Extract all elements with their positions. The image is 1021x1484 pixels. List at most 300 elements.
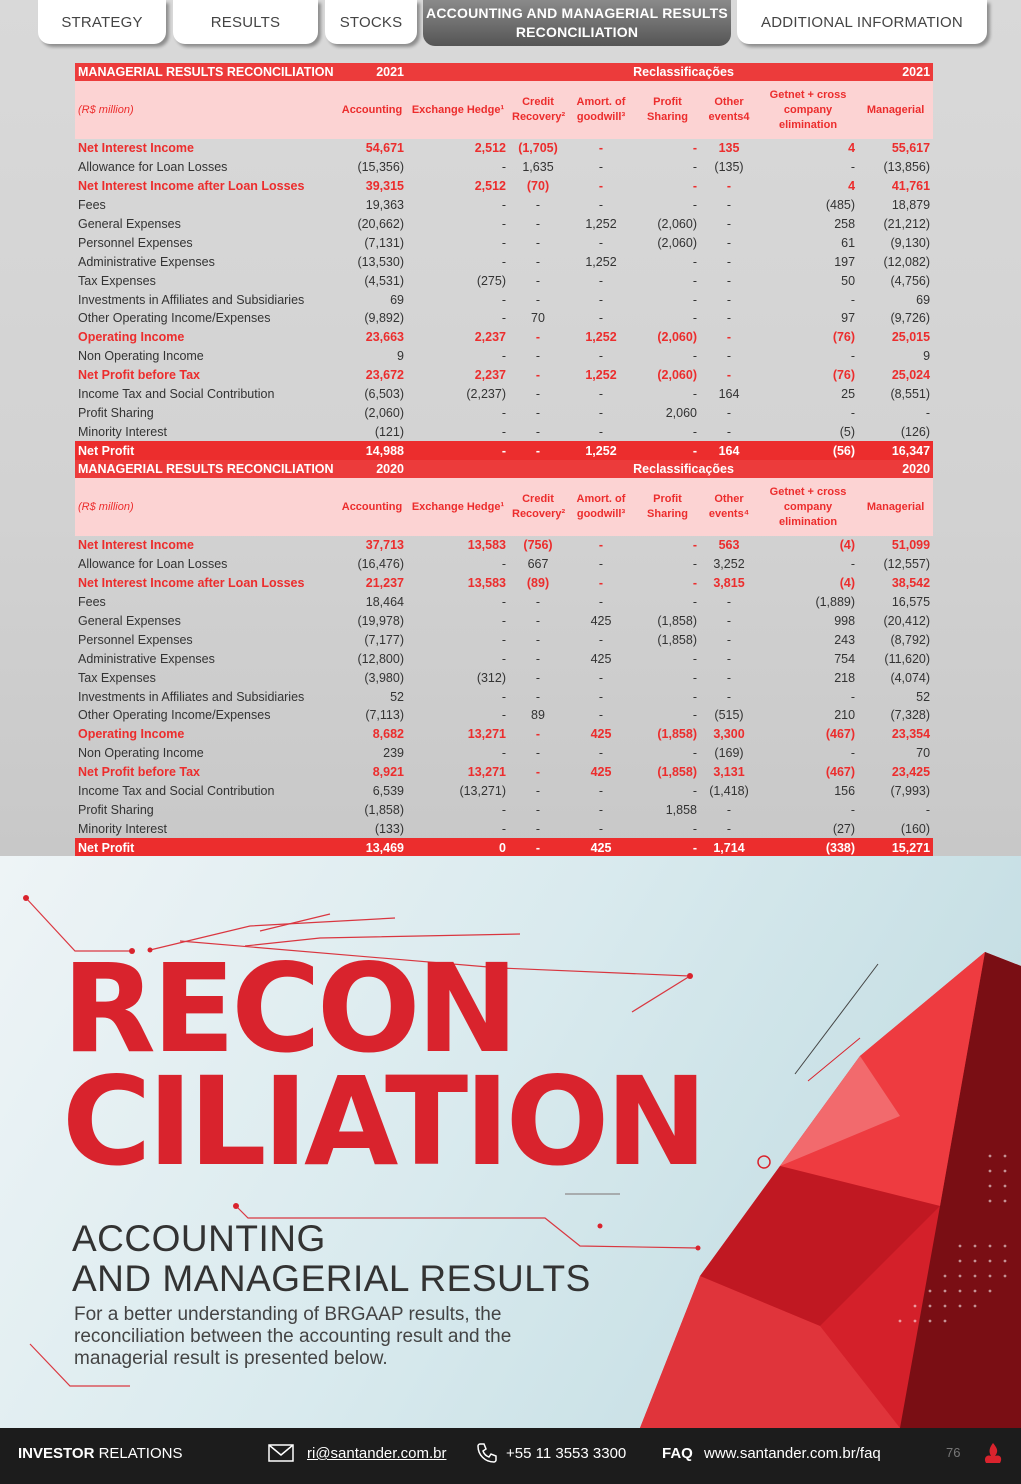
row-value: 18,879 (891, 198, 931, 213)
column-header: Managerial (858, 81, 933, 139)
row-value: - (535, 292, 541, 307)
column-header: Other events4 (700, 81, 758, 139)
row-value: - (692, 387, 697, 402)
row-value: - (850, 557, 856, 572)
row-value: 41,761 (891, 179, 931, 194)
row-value: - (692, 292, 697, 307)
row-value: - (850, 689, 856, 704)
row-value: 15,271 (858, 838, 933, 857)
column-header: Other events⁴ (700, 478, 758, 536)
row-value: - (501, 160, 506, 175)
table-row (75, 536, 933, 555)
row-value: (2,237) (466, 387, 506, 402)
row-value: - (598, 311, 604, 326)
row-value: - (692, 349, 697, 364)
row-value: (20,412) (883, 614, 931, 628)
row-value: - (598, 273, 604, 288)
row-value: 210 (834, 708, 856, 723)
row-value: (7,328) (890, 708, 931, 723)
tab-additional-information[interactable]: ADDITIONAL INFORMATION (737, 0, 987, 44)
row-label: Operating Income (78, 330, 185, 345)
row-value: - (692, 746, 697, 761)
row-value: - (850, 160, 856, 175)
row-value: (160) (900, 821, 931, 836)
reclassification-label: Reclassificações (509, 63, 858, 81)
column-header: Getnet + cross company elimination (758, 81, 858, 139)
row-value: - (692, 198, 697, 213)
table-row (75, 668, 933, 687)
row-value: - (598, 235, 604, 250)
row-value: 164 (700, 441, 758, 460)
row-value: - (692, 576, 697, 591)
row-label: General Expenses (78, 614, 181, 628)
footer-investor-relations (18, 1445, 182, 1462)
table-row (75, 574, 933, 593)
title-spacer (407, 460, 509, 478)
reconciliation-table-2020 (75, 460, 933, 857)
column-header: Credit Recovery² (509, 81, 567, 139)
row-value: 3,300 (713, 727, 745, 742)
row-value: - (407, 441, 509, 460)
row-label: Administrative Expenses (78, 651, 215, 666)
row-value: (1,858) (657, 727, 697, 742)
row-value: - (598, 198, 604, 213)
row-value: - (598, 349, 604, 364)
row-value: - (692, 708, 697, 723)
row-label: Net Profit before Tax (78, 765, 201, 780)
table-row (75, 441, 933, 460)
row-value: - (535, 254, 541, 269)
row-value: (1,858) (364, 802, 404, 817)
row-value: - (598, 632, 604, 647)
row-value: 4 (848, 141, 856, 156)
row-value: - (635, 441, 700, 460)
row-value: - (598, 576, 604, 591)
reconciliation-hero (0, 856, 1021, 1428)
row-value: (7,131) (364, 235, 404, 250)
row-value: - (501, 651, 506, 666)
row-value: (1,858) (657, 765, 697, 780)
row-value: 69 (390, 292, 404, 307)
row-value: - (726, 273, 732, 288)
row-value: 164 (718, 387, 740, 402)
row-label: Net Profit before Tax (78, 368, 201, 383)
row-value: 25,015 (891, 330, 931, 345)
row-value: 1,252 (585, 254, 617, 269)
table-row (75, 328, 933, 347)
row-value: - (726, 632, 732, 647)
table-row (75, 422, 933, 441)
row-value: - (726, 311, 732, 326)
row-value: - (598, 160, 604, 175)
row-value: 156 (834, 784, 856, 799)
row-value: - (535, 273, 541, 288)
unit-label: (R$ million) (75, 478, 337, 536)
row-value: - (726, 670, 732, 685)
row-label: Investments in Affiliates and Subsidiaries (78, 292, 305, 307)
row-value: 1,714 (700, 838, 758, 857)
row-value: (126) (900, 424, 931, 439)
unit-label: (R$ million) (75, 81, 337, 139)
row-value: 89 (531, 708, 545, 723)
row-value: - (509, 838, 567, 857)
row-value: - (598, 424, 604, 439)
row-value: - (635, 838, 700, 857)
row-value: 425 (590, 614, 612, 628)
row-value: (6,503) (364, 387, 404, 402)
row-value: (3,980) (364, 670, 404, 685)
row-value: - (925, 405, 931, 420)
row-value: 23,354 (891, 727, 931, 742)
row-value: 425 (590, 727, 612, 742)
row-value: - (598, 689, 604, 704)
row-value: - (598, 746, 604, 761)
row-value: (312) (476, 670, 506, 685)
row-value: (515) (714, 708, 744, 723)
row-value: 9 (923, 349, 931, 364)
row-value: - (598, 179, 604, 194)
row-value: 243 (834, 632, 856, 647)
row-label: Profit Sharing (78, 405, 154, 420)
table-row (75, 252, 933, 271)
row-value: 2,512 (474, 141, 506, 156)
row-label: Net Interest Income after Loan Losses (78, 576, 305, 591)
section-tabs (0, 0, 1021, 48)
row-value: 4 (848, 179, 856, 194)
row-value: (12,082) (883, 254, 931, 269)
row-value: - (501, 405, 506, 420)
column-header: Managerial (858, 478, 933, 536)
footer-email-link[interactable]: ri@santander.com.br (307, 1445, 447, 1462)
row-value: (56) (758, 441, 858, 460)
row-label: Income Tax and Social Contribution (78, 784, 275, 799)
row-value: 37,713 (365, 538, 404, 553)
row-value: - (692, 179, 697, 194)
table-row (75, 819, 933, 838)
row-value: 52 (916, 689, 931, 704)
table-row (75, 725, 933, 744)
page-number: 76 (946, 1445, 961, 1460)
row-value: - (535, 746, 541, 761)
row-value: 3,815 (713, 576, 745, 591)
row-value: - (692, 784, 697, 799)
row-value: - (692, 311, 697, 326)
row-value: - (726, 330, 732, 345)
row-value: - (692, 141, 697, 156)
row-value: (21,212) (883, 217, 931, 231)
table-row (75, 271, 933, 290)
row-value: - (501, 292, 506, 307)
row-label: General Expenses (78, 217, 181, 231)
footer-bar (0, 1428, 1021, 1484)
table-row (75, 649, 933, 668)
row-value: - (598, 784, 604, 799)
row-value: - (535, 330, 541, 345)
row-label: Allowance for Loan Losses (78, 160, 228, 175)
row-value: - (501, 235, 506, 250)
table-year-managerial: 2020 (858, 460, 933, 478)
row-value: (9,726) (890, 311, 931, 326)
row-value: - (535, 784, 541, 799)
row-value: (70) (526, 179, 550, 194)
row-value: 3,252 (713, 557, 745, 572)
row-value: 14,988 (337, 441, 407, 460)
row-label: Minority Interest (78, 821, 167, 836)
table-row (75, 706, 933, 725)
row-value: (1,418) (709, 784, 749, 799)
tab-reconciliation[interactable]: ACCOUNTING AND MANAGERIAL RESULTS RECONCILIATION (423, 0, 731, 46)
mail-icon (268, 1443, 294, 1467)
table-row (75, 215, 933, 234)
row-value: 13,271 (467, 727, 506, 742)
row-value: - (598, 821, 604, 836)
row-value: 50 (841, 273, 856, 288)
row-value: - (692, 595, 697, 610)
row-value: 218 (834, 670, 856, 685)
row-value: - (501, 198, 506, 213)
hero-title-line1: RECON (62, 938, 515, 1080)
row-value: - (598, 292, 604, 307)
row-value: 1,252 (567, 441, 635, 460)
column-header: Amort. of goodwill³ (567, 478, 635, 536)
row-value: 197 (834, 254, 856, 269)
row-value: (1,858) (657, 614, 697, 628)
row-value: (4,531) (364, 273, 404, 288)
row-value: 25 (841, 387, 856, 402)
row-value: - (501, 254, 506, 269)
table-title-row (75, 460, 933, 478)
row-value: (2,060) (657, 368, 697, 383)
hero-subtitle-line2: AND MANAGERIAL RESULTS (72, 1258, 591, 1299)
row-value: - (726, 349, 732, 364)
row-value: (76) (832, 330, 856, 345)
row-value: - (726, 651, 732, 666)
row-value: - (598, 405, 604, 420)
table-row (75, 385, 933, 404)
footer-phone: +55 11 3553 3300 (506, 1445, 627, 1462)
row-value: 21,237 (365, 576, 404, 591)
row-value: 2,512 (474, 179, 506, 194)
row-value: 1,252 (585, 330, 617, 345)
row-value: 2,060 (665, 405, 697, 420)
row-value: 55,617 (891, 141, 931, 156)
footer-faq-label: FAQ (662, 1445, 693, 1462)
row-value: (15,356) (357, 160, 404, 175)
table-row (75, 744, 933, 763)
row-value: - (692, 254, 697, 269)
column-header: Amort. of goodwill³ (567, 81, 635, 139)
row-value: - (535, 614, 541, 628)
row-value: - (692, 651, 697, 666)
footer-site-link[interactable]: www.santander.com.br/faq (704, 1445, 881, 1462)
footer-ir-rest: RELATIONS (94, 1445, 183, 1462)
row-value: - (598, 538, 604, 553)
row-value: (169) (714, 746, 744, 761)
tab-results[interactable]: RESULTS (173, 0, 318, 44)
row-value: (338) (758, 838, 858, 857)
row-value: 8,921 (372, 765, 404, 780)
row-value: 19,363 (365, 198, 404, 213)
row-value: 61 (841, 235, 856, 250)
row-value: (275) (476, 273, 506, 288)
row-value: - (535, 198, 541, 213)
row-value: (11,620) (884, 651, 931, 666)
row-value: (8,792) (890, 632, 931, 647)
tab-stocks[interactable]: STOCKS (325, 0, 417, 44)
row-value: - (535, 217, 541, 231)
row-value: 2,237 (474, 330, 506, 345)
table-title-row (75, 63, 933, 81)
row-value: 39,315 (365, 179, 404, 194)
table-row (75, 347, 933, 366)
hero-subtitle-line1: ACCOUNTING (72, 1218, 326, 1259)
row-value: - (501, 595, 506, 610)
row-value: 8,682 (372, 727, 404, 742)
row-value: 1,252 (585, 368, 617, 383)
row-value: 1,858 (665, 802, 697, 817)
row-value: (133) (374, 821, 404, 836)
row-value: - (535, 802, 541, 817)
table-row (75, 763, 933, 782)
row-value: 1,252 (585, 217, 617, 231)
row-value: 70 (916, 746, 931, 761)
row-value: - (598, 708, 604, 723)
row-label: Personnel Expenses (78, 235, 193, 250)
row-value: 13,583 (467, 538, 506, 553)
row-label: Other Operating Income/Expenses (78, 708, 271, 723)
row-value: 135 (718, 141, 740, 156)
row-label: Profit Sharing (78, 802, 154, 817)
row-value: - (501, 557, 506, 572)
column-header: Accounting (337, 478, 407, 536)
row-value: (13,530) (357, 254, 404, 269)
table-year: 2021 (337, 63, 407, 81)
row-value: (121) (374, 424, 404, 439)
row-value: - (535, 821, 541, 836)
row-value: - (692, 670, 697, 685)
table-row (75, 687, 933, 706)
row-value: 9 (397, 349, 404, 364)
row-label: Minority Interest (78, 424, 167, 439)
column-header: Credit Recovery² (509, 478, 567, 536)
row-value: 54,671 (365, 141, 404, 156)
row-value: 38,542 (891, 576, 931, 591)
row-value: - (501, 802, 506, 817)
row-value: - (501, 217, 506, 231)
row-value: - (692, 557, 697, 572)
table-year: 2020 (337, 460, 407, 478)
row-value: - (726, 198, 732, 213)
table-row (75, 838, 933, 857)
reconciliation-table-2021 (75, 63, 933, 460)
row-value: (12,557) (883, 557, 931, 572)
table-row (75, 233, 933, 252)
row-value: (467) (825, 727, 856, 742)
row-label: Tax Expenses (78, 670, 156, 685)
row-value: - (501, 424, 506, 439)
row-value: - (535, 368, 541, 383)
row-value: 25,024 (891, 368, 931, 383)
table-row (75, 612, 933, 631)
row-value: 425 (590, 765, 612, 780)
hero-title-line2: CILIATION (62, 1051, 704, 1193)
row-value: 51,099 (891, 538, 931, 553)
row-value: (2,060) (657, 330, 697, 345)
row-value: (12,800) (357, 651, 404, 666)
row-label: Net Interest Income (78, 141, 195, 156)
row-label: Other Operating Income/Expenses (78, 311, 271, 326)
row-label: Fees (78, 198, 106, 213)
row-value: - (598, 387, 604, 402)
table-title: MANAGERIAL RESULTS RECONCILIATION (75, 460, 337, 478)
row-value: - (692, 821, 697, 836)
row-value: - (535, 349, 541, 364)
row-value: 97 (841, 311, 856, 326)
row-value: (89) (526, 576, 550, 591)
row-label: Administrative Expenses (78, 254, 215, 269)
row-value: - (726, 368, 732, 383)
row-value: (27) (832, 821, 856, 836)
row-value: - (501, 689, 506, 704)
reclassification-label: Reclassificações (509, 460, 858, 478)
row-value: - (850, 746, 856, 761)
row-label: Operating Income (78, 727, 185, 742)
row-value: 667 (527, 557, 549, 572)
row-value: - (535, 727, 541, 742)
row-value: 239 (383, 746, 404, 761)
row-value: - (850, 802, 856, 817)
column-header: Profit Sharing (635, 81, 700, 139)
row-value: - (535, 765, 541, 780)
row-value: - (850, 349, 856, 364)
row-label: Income Tax and Social Contribution (78, 387, 275, 402)
row-value: 16,575 (891, 595, 931, 610)
row-value: - (509, 441, 567, 460)
row-value: - (501, 632, 506, 647)
row-value: - (598, 557, 604, 572)
hero-description: For a better understanding of BRGAAP results, the reconciliation between the accounting result and the managerial result is presented below. (74, 1304, 512, 1369)
row-value: (4) (839, 538, 856, 553)
row-value: - (726, 821, 732, 836)
row-label: Investments in Affiliates and Subsidiaries (78, 689, 305, 704)
row-value: 13,469 (337, 838, 407, 857)
table-row (75, 403, 933, 422)
row-label: Allowance for Loan Losses (78, 557, 228, 572)
row-value: - (692, 424, 697, 439)
column-header: Exchange Hedge¹ (407, 81, 509, 139)
row-value: 425 (567, 838, 635, 857)
tab-strategy[interactable]: STRATEGY (38, 0, 166, 44)
row-value: - (501, 821, 506, 836)
row-value: (7,177) (364, 632, 404, 647)
row-value: - (598, 141, 604, 156)
table-header-row (75, 478, 933, 536)
row-value: (1,858) (657, 632, 697, 647)
row-value: - (501, 746, 506, 761)
row-value: - (726, 689, 732, 704)
row-value: - (501, 311, 506, 326)
row-value: - (692, 273, 697, 288)
row-value: (20,662) (357, 217, 404, 231)
row-value: 754 (834, 651, 856, 666)
row-value: - (850, 292, 856, 307)
row-value: 13,583 (467, 576, 506, 591)
table-row (75, 630, 933, 649)
phone-icon (476, 1442, 498, 1468)
row-value: - (726, 235, 732, 250)
row-value: - (692, 538, 697, 553)
row-value: 70 (531, 311, 545, 326)
